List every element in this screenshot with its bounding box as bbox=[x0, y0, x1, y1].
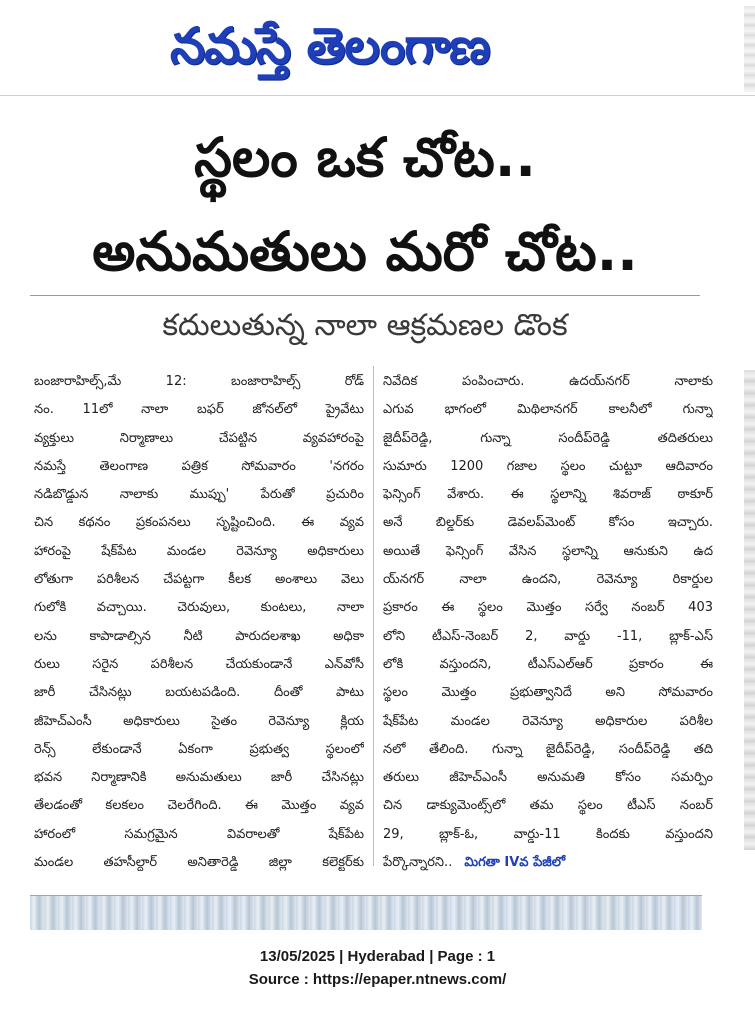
article-line: జీహెచ్‌ఎంసీ అధికారులు సైతం రెవెన్యూ క్లియ bbox=[34, 713, 364, 729]
article-line: పేర్కొన్నారని.. bbox=[383, 855, 453, 871]
article-line: భవన నిర్మాణానికి అనుమతులు జారీ చేసినట్లు bbox=[34, 770, 364, 786]
subheadline: కదులుతున్న నాలా ఆక్రమణల డొంక bbox=[162, 308, 568, 343]
article-line: లోతుగా పరిశీలన చేపట్టగా కీలక అంశాలు వెలు bbox=[34, 572, 364, 588]
article-line: రెన్స్ లేకుండానే ఏకంగా ప్రభుత్వ స్థలంలో bbox=[34, 741, 364, 757]
article-line: తరులు జీహెచ్‌ఎంసీ అనుమతి కోసం సమర్పిం bbox=[383, 770, 713, 786]
masthead-logo: నమస్తే తెలంగాణ bbox=[170, 17, 490, 75]
article-line: ఫెన్సింగ్ వేశారు. ఈ స్థలాన్ని శివరాజ్ ఠాకూర్ bbox=[383, 487, 713, 503]
article-line: నడిబొడ్డున నాలాకు ముప్పు' పేరుతో ప్రచురిం bbox=[34, 487, 364, 503]
footer-source-line: Source : https://epaper.ntnews.com/ bbox=[248, 971, 507, 988]
article-line: బంజారాహిల్స్,మే 12: బంజారాహిల్స్ రోడ్ bbox=[34, 374, 364, 389]
continued-on-page-label: మిగతా IVవ పేజీలో bbox=[464, 855, 566, 871]
article-line: లను కాపాడాల్సిన నీటి పారుదలశాఖ అధికా bbox=[34, 628, 364, 644]
article-line: నలో తేలింది. గున్నా జైదీప్‌రెడ్డి, సందీప్‌రెడ్డి తది bbox=[383, 741, 713, 757]
article-line: వ్యక్తులు నిర్మాణాలు చేపట్టిన వ్యవహారంపై bbox=[34, 430, 364, 446]
subhead-divider bbox=[30, 295, 700, 296]
article-line: నం. 11లో నాలా బఫర్ జోనల్‌లో ప్రైవేటు bbox=[34, 402, 364, 418]
photo-strip bbox=[30, 895, 702, 930]
article-line: స్థలం మొత్తం ప్రభుత్వానిదే అని సోమవారం bbox=[383, 685, 713, 701]
article-column-left bbox=[34, 368, 364, 877]
article-line: 29, బ్లాక్-ఓ, వార్డు-11 కిందకు వస్తుందని bbox=[383, 826, 713, 842]
article-line: రులు సరైన పరిశీలన చేయకుండానే ఎన్‌వోసీ bbox=[34, 656, 364, 672]
article-line: ప్రకారం ఈ స్థలం మొత్తం సర్వే నంబర్ 403 bbox=[383, 600, 713, 616]
masthead-divider bbox=[0, 95, 755, 96]
article-line: జైదీప్‌రెడ్డి, గున్నా సందీప్‌రెడ్డి తదితరులు bbox=[383, 430, 713, 446]
article-line: లోని టీఎస్-నెంబర్ 2, వార్డు -11, బ్లాక్-ఎస్ bbox=[383, 628, 713, 644]
article-line: షేక్‌పేట మండల రెవెన్యూ అధికారుల పరిశీల bbox=[383, 713, 713, 729]
article-line: మండల తహసీల్దార్ అనితారెడ్డి జిల్లా కలెక్టర్‌కు bbox=[34, 855, 364, 871]
article-line: చిన కథనం ప్రకంపనలు సృష్టించింది. ఈ వ్యవ bbox=[34, 515, 364, 531]
article-last-line bbox=[383, 849, 713, 877]
adjacent-column-edge bbox=[744, 370, 755, 850]
column-divider bbox=[373, 366, 374, 866]
article-line: హారంపై షేక్‌పేట మండల రెవెన్యూ అధికారులు bbox=[34, 543, 364, 559]
article-line: అయితే ఫెన్సింగ్ వేసిన స్థలాన్ని ఆనుకుని ఉద bbox=[383, 543, 713, 559]
article-line: గులోకి వచ్చాయి. చెరువులు, కుంటలు, నాలా bbox=[34, 600, 364, 616]
article-line: నివేదిక పంపించారు. ఉదయ్‌నగర్ నాలాకు bbox=[383, 374, 713, 389]
article-line: లోకి వస్తుందని, టీఎస్‌ఎల్‌ఆర్ ప్రకారం ఈ bbox=[383, 656, 713, 672]
adjacent-page-edge bbox=[744, 6, 755, 92]
article-line: ఎగువ భాగంలో మిథిలానగర్ కాలనీలో గున్నా bbox=[383, 402, 713, 418]
headline-line-2: అనుమతులు మరో చోట.. bbox=[92, 220, 638, 283]
article-line: సుమారు 1200 గజాల స్థలం చుట్టూ ఆదివారం bbox=[383, 458, 713, 474]
article-line: అనే బిల్డర్‌కు డెవలప్‌మెంట్ కోసం ఇచ్చారు. bbox=[383, 515, 713, 531]
footer-date-line: 13/05/2025 | Hyderabad | Page : 1 bbox=[259, 948, 496, 965]
article-line: నమస్తే తెలంగాణ పత్రిక సోమవారం 'నగరం bbox=[34, 458, 364, 474]
article-line: జారీ చేసినట్లు బయటపడింది. దీంతో పాటు bbox=[34, 685, 364, 701]
article-line: హారంలో సమగ్రమైన వివరాలతో షేక్‌పేట bbox=[34, 826, 364, 842]
article-column-right bbox=[383, 368, 713, 877]
article-line: య్‌నగర్ నాలా ఉందని, రెవెన్యూ రికార్డుల bbox=[383, 572, 713, 588]
article-line: తేలడంతో కలకలం చెలరేగింది. ఈ మొత్తం వ్యవ bbox=[34, 798, 364, 814]
article-line: చిన డాక్యుమెంట్స్‌లో తమ స్థలం టీఎస్ నంబర్ bbox=[383, 798, 713, 814]
headline-line-1: స్థలం ఒక చోట.. bbox=[194, 126, 536, 189]
